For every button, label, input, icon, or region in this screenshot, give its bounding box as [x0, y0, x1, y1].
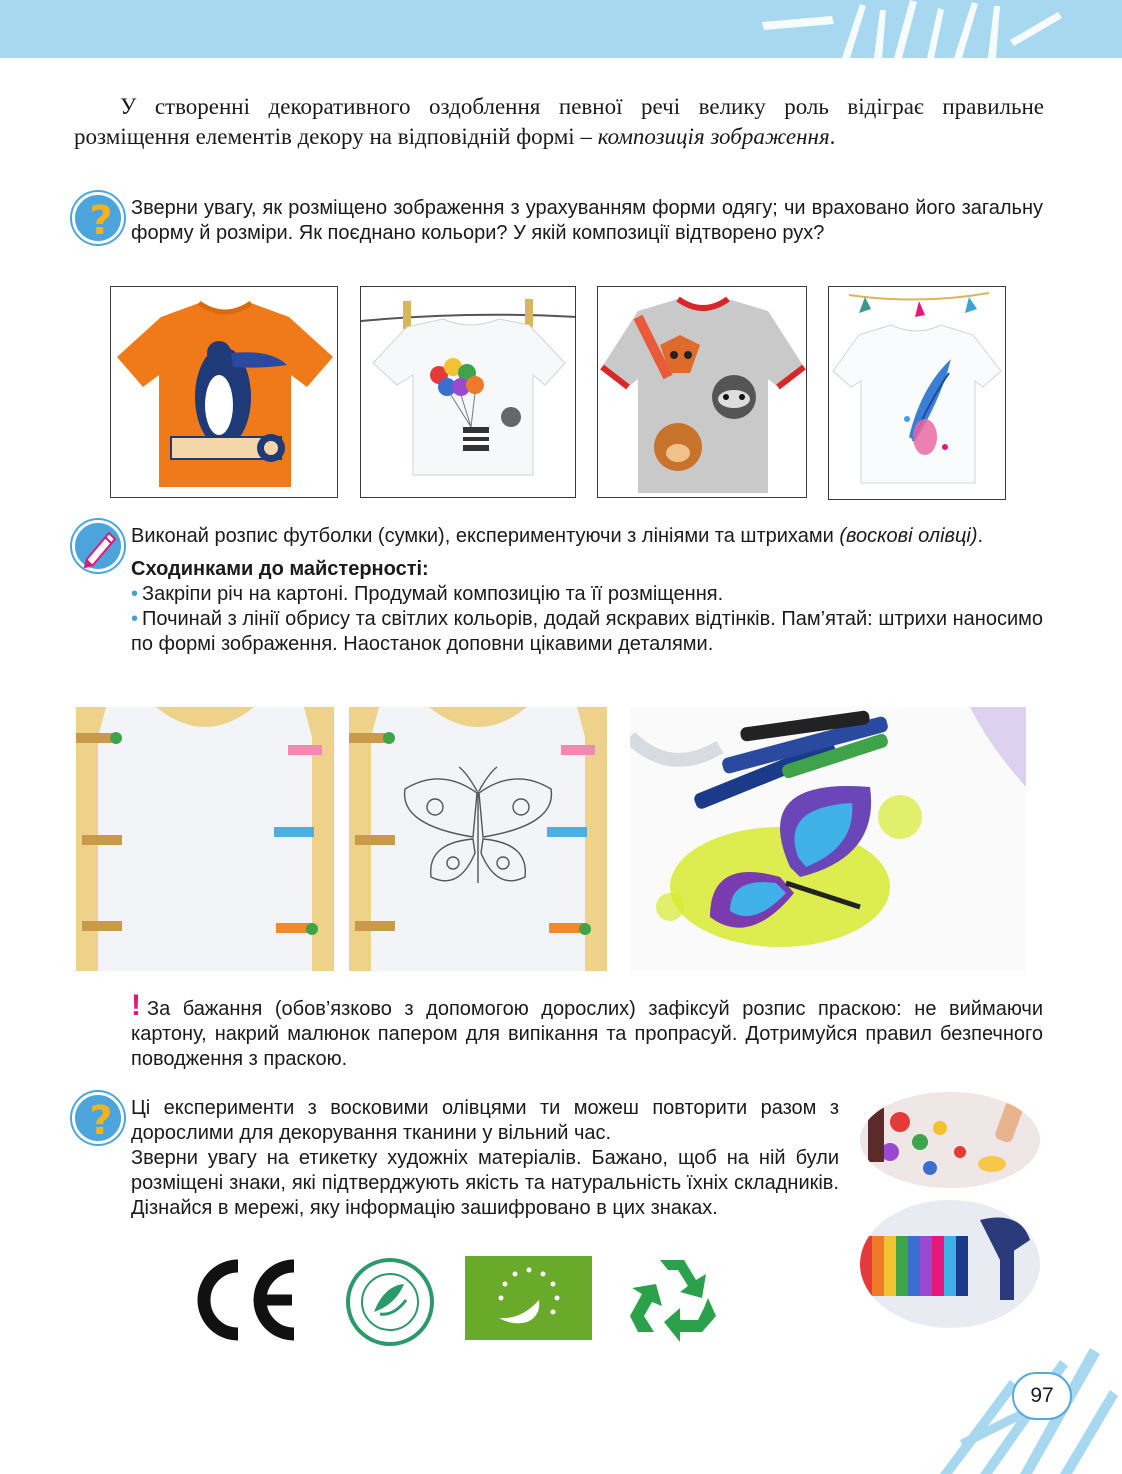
steps-title: Сходинками до майстерності:	[131, 558, 429, 580]
question1-text: Зверни увагу, як розміщено зображення з урахуванням форми одягу; чи враховано його загальну форму й розміри. Як поєднано кольори? У якій композиції відтворено рух?	[131, 197, 1043, 244]
intro-text: У створенні декоративного оздоблення певної речі велику роль відіграє правильне розміщення елементів декору на відповідній формі –	[74, 94, 1044, 149]
eco-certificate-logo	[344, 1256, 436, 1348]
white-tshirt-balloons-image	[360, 286, 576, 498]
question2-text-1: Ці експерименти з восковими олівцями ти можеш повторити разом з дорослими для декорування тканини у вільний час.	[131, 1097, 839, 1144]
safety-note	[131, 989, 1043, 1072]
task-text-plain: Виконай розпис футболки (сумки), експериментуючи з лініями та штрихами	[131, 525, 840, 547]
crayons-butterfly-painting-photo	[630, 707, 1026, 971]
gray-tshirt-animals-image	[597, 286, 807, 498]
eu-organic-leaf-icon	[465, 1256, 592, 1340]
crayons-hairdryer-art-photo	[860, 1200, 1040, 1328]
top-decorative-band	[0, 0, 1122, 58]
question-mark-icon: ?	[72, 1092, 124, 1144]
page-number: 97	[1012, 1372, 1072, 1420]
step-text-2: Починай з лінії обрису та світлих кольорів, додай яскравих відтінків. Пам’ятай: штрихи наносимо по формі зображення. Наостанок доповни цікавими деталями.	[131, 608, 1043, 655]
question2-text-2: Зверни увагу на етикетку художніх матеріалів. Бажано, щоб на ній були розміщені знаки, які підтверджують якість та натуральність їхніх складників. Дізнайся в мережі, яку інформацію зашифровано в цих знаках.	[131, 1147, 839, 1219]
orange-tshirt-toucan-image	[110, 286, 338, 498]
ce-mark-logo	[190, 1258, 302, 1342]
recycle-icon	[624, 1254, 720, 1344]
safety-note-text: За бажання (обов’язково з допомогою дорослих) зафіксуй розпис праскою: не виймаючи картону, накрий малюнок папером для випікання та пропрасуй. Дотримуйся правил безпечного поводження з праскою.	[131, 998, 1043, 1070]
step-item-2	[131, 607, 1043, 657]
crayon-melting-candle-photo	[860, 1092, 1040, 1188]
intro-end: .	[829, 124, 836, 149]
task-text-emphasis: (воскові олівці)	[839, 525, 978, 547]
tshirt-butterfly-outline-photo	[349, 707, 607, 971]
white-tshirt-feather-image	[828, 286, 1006, 500]
step-text-1: Закріпи річ на картоні. Продумай композицію та її розміщення.	[142, 583, 724, 605]
pencils-decoration-icon	[762, 0, 1062, 58]
blank-tshirt-on-cardboard-photo	[76, 707, 334, 971]
exclamation-icon: !	[131, 989, 141, 1022]
question-mark-icon: ?	[72, 192, 124, 244]
task-text-end: .	[977, 525, 984, 547]
bullet-icon: •	[131, 608, 139, 630]
intro-emphasis: композиція зображення	[597, 124, 830, 149]
question2-block	[131, 1096, 839, 1221]
step-item-1	[131, 582, 1043, 607]
task-text	[131, 524, 1043, 549]
bullet-icon: •	[131, 583, 139, 605]
task-block	[131, 524, 1043, 657]
pencil-task-icon	[72, 520, 124, 572]
intro-paragraph	[74, 92, 1044, 152]
